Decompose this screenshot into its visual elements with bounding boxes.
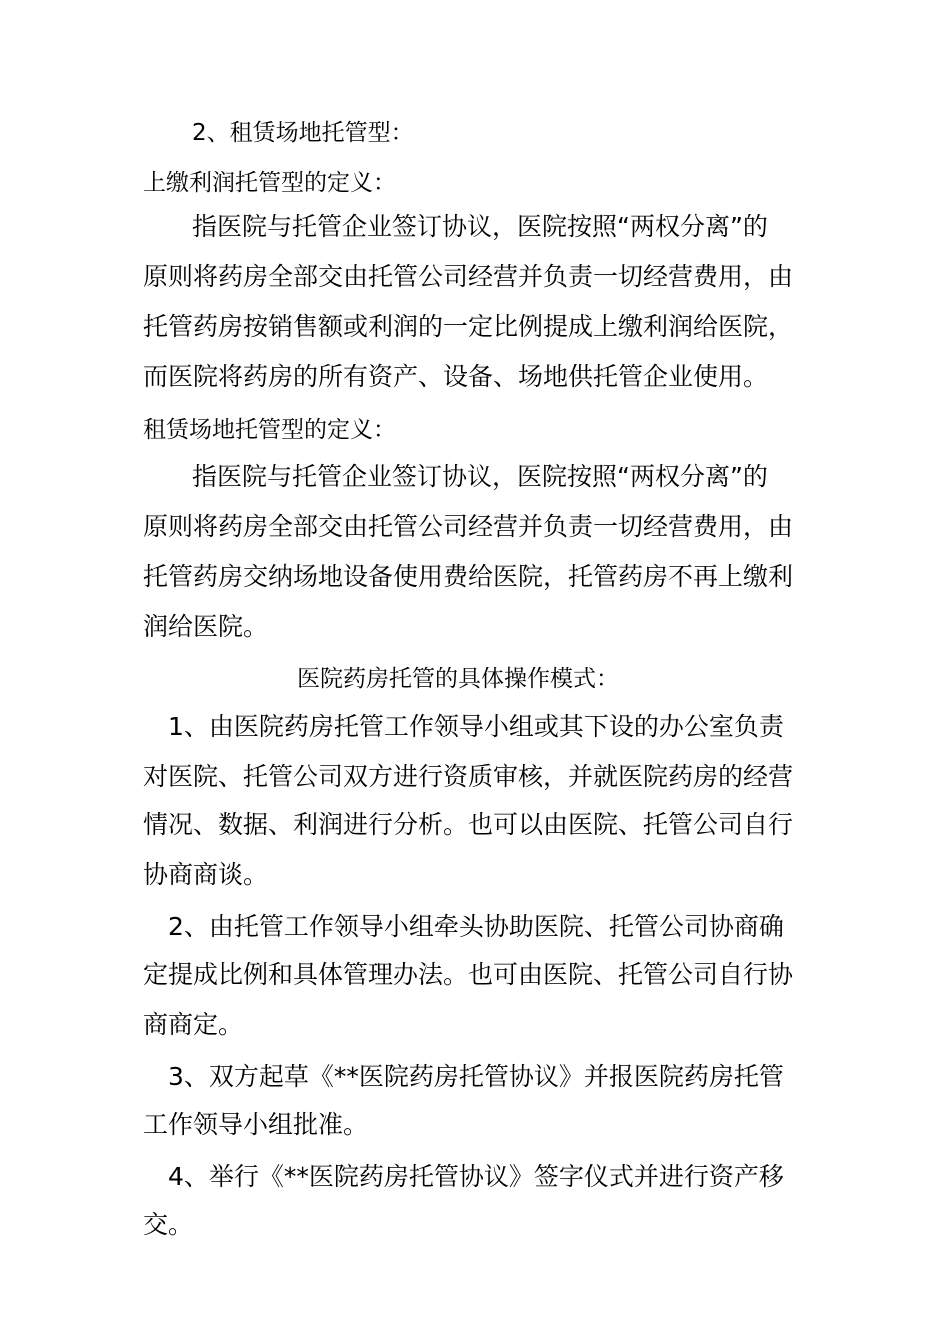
list-item: 2、由托管工作领导小组牵头协助医院、托管公司协商确 [168,912,784,941]
paragraph-line: 原则将药房全部交由托管公司经营并负责一切经营费用，由 [143,262,794,291]
paragraph-line: 托管药房交纳场地设备使用费给医院，托管药房不再上缴利 [143,562,794,591]
paragraph-line: 协商商谈。 [143,860,269,889]
list-item: 3、双方起草《**医院药房托管协议》并报医院药房托管 [168,1062,784,1091]
paragraph-line: 润给医院。 [143,612,269,641]
section-heading: 2、租赁场地托管型： [192,120,414,146]
paragraph-line: 对医院、托管公司双方进行资质审核，并就医院药房的经营 [143,762,794,791]
paragraph-line: 交。 [143,1210,194,1239]
definition-heading: 上缴利润托管型的定义： [143,170,396,196]
paragraph-line: 托管药房按销售额或利润的一定比例提成上缴利润给医院， [143,312,794,341]
paragraph-line: 定提成比例和具体管理办法。也可由医院、托管公司自行协 [143,960,794,989]
list-item: 1、由医院药房托管工作领导小组或其下设的办公室负责 [168,712,784,741]
paragraph-line: 商商定。 [143,1010,244,1039]
paragraph-line: 而医院将药房的所有资产、设备、场地供托管企业使用。 [143,362,769,391]
section-title: 医院药房托管的具体操作模式： [297,666,619,692]
paragraph-line: 指医院与托管企业签订协议，医院按照“两权分离”的 [192,462,768,491]
definition-heading: 租赁场地托管型的定义： [143,417,396,443]
paragraph-line: 工作领导小组批准。 [143,1110,369,1139]
list-item: 4、举行《**医院药房托管协议》签字仪式并进行资产移 [168,1162,784,1191]
paragraph-line: 指医院与托管企业签订协议，医院按照“两权分离”的 [192,212,768,241]
paragraph-line: 原则将药房全部交由托管公司经营并负责一切经营费用，由 [143,512,794,541]
paragraph-line: 情况、数据、利润进行分析。也可以由医院、托管公司自行 [143,810,794,839]
